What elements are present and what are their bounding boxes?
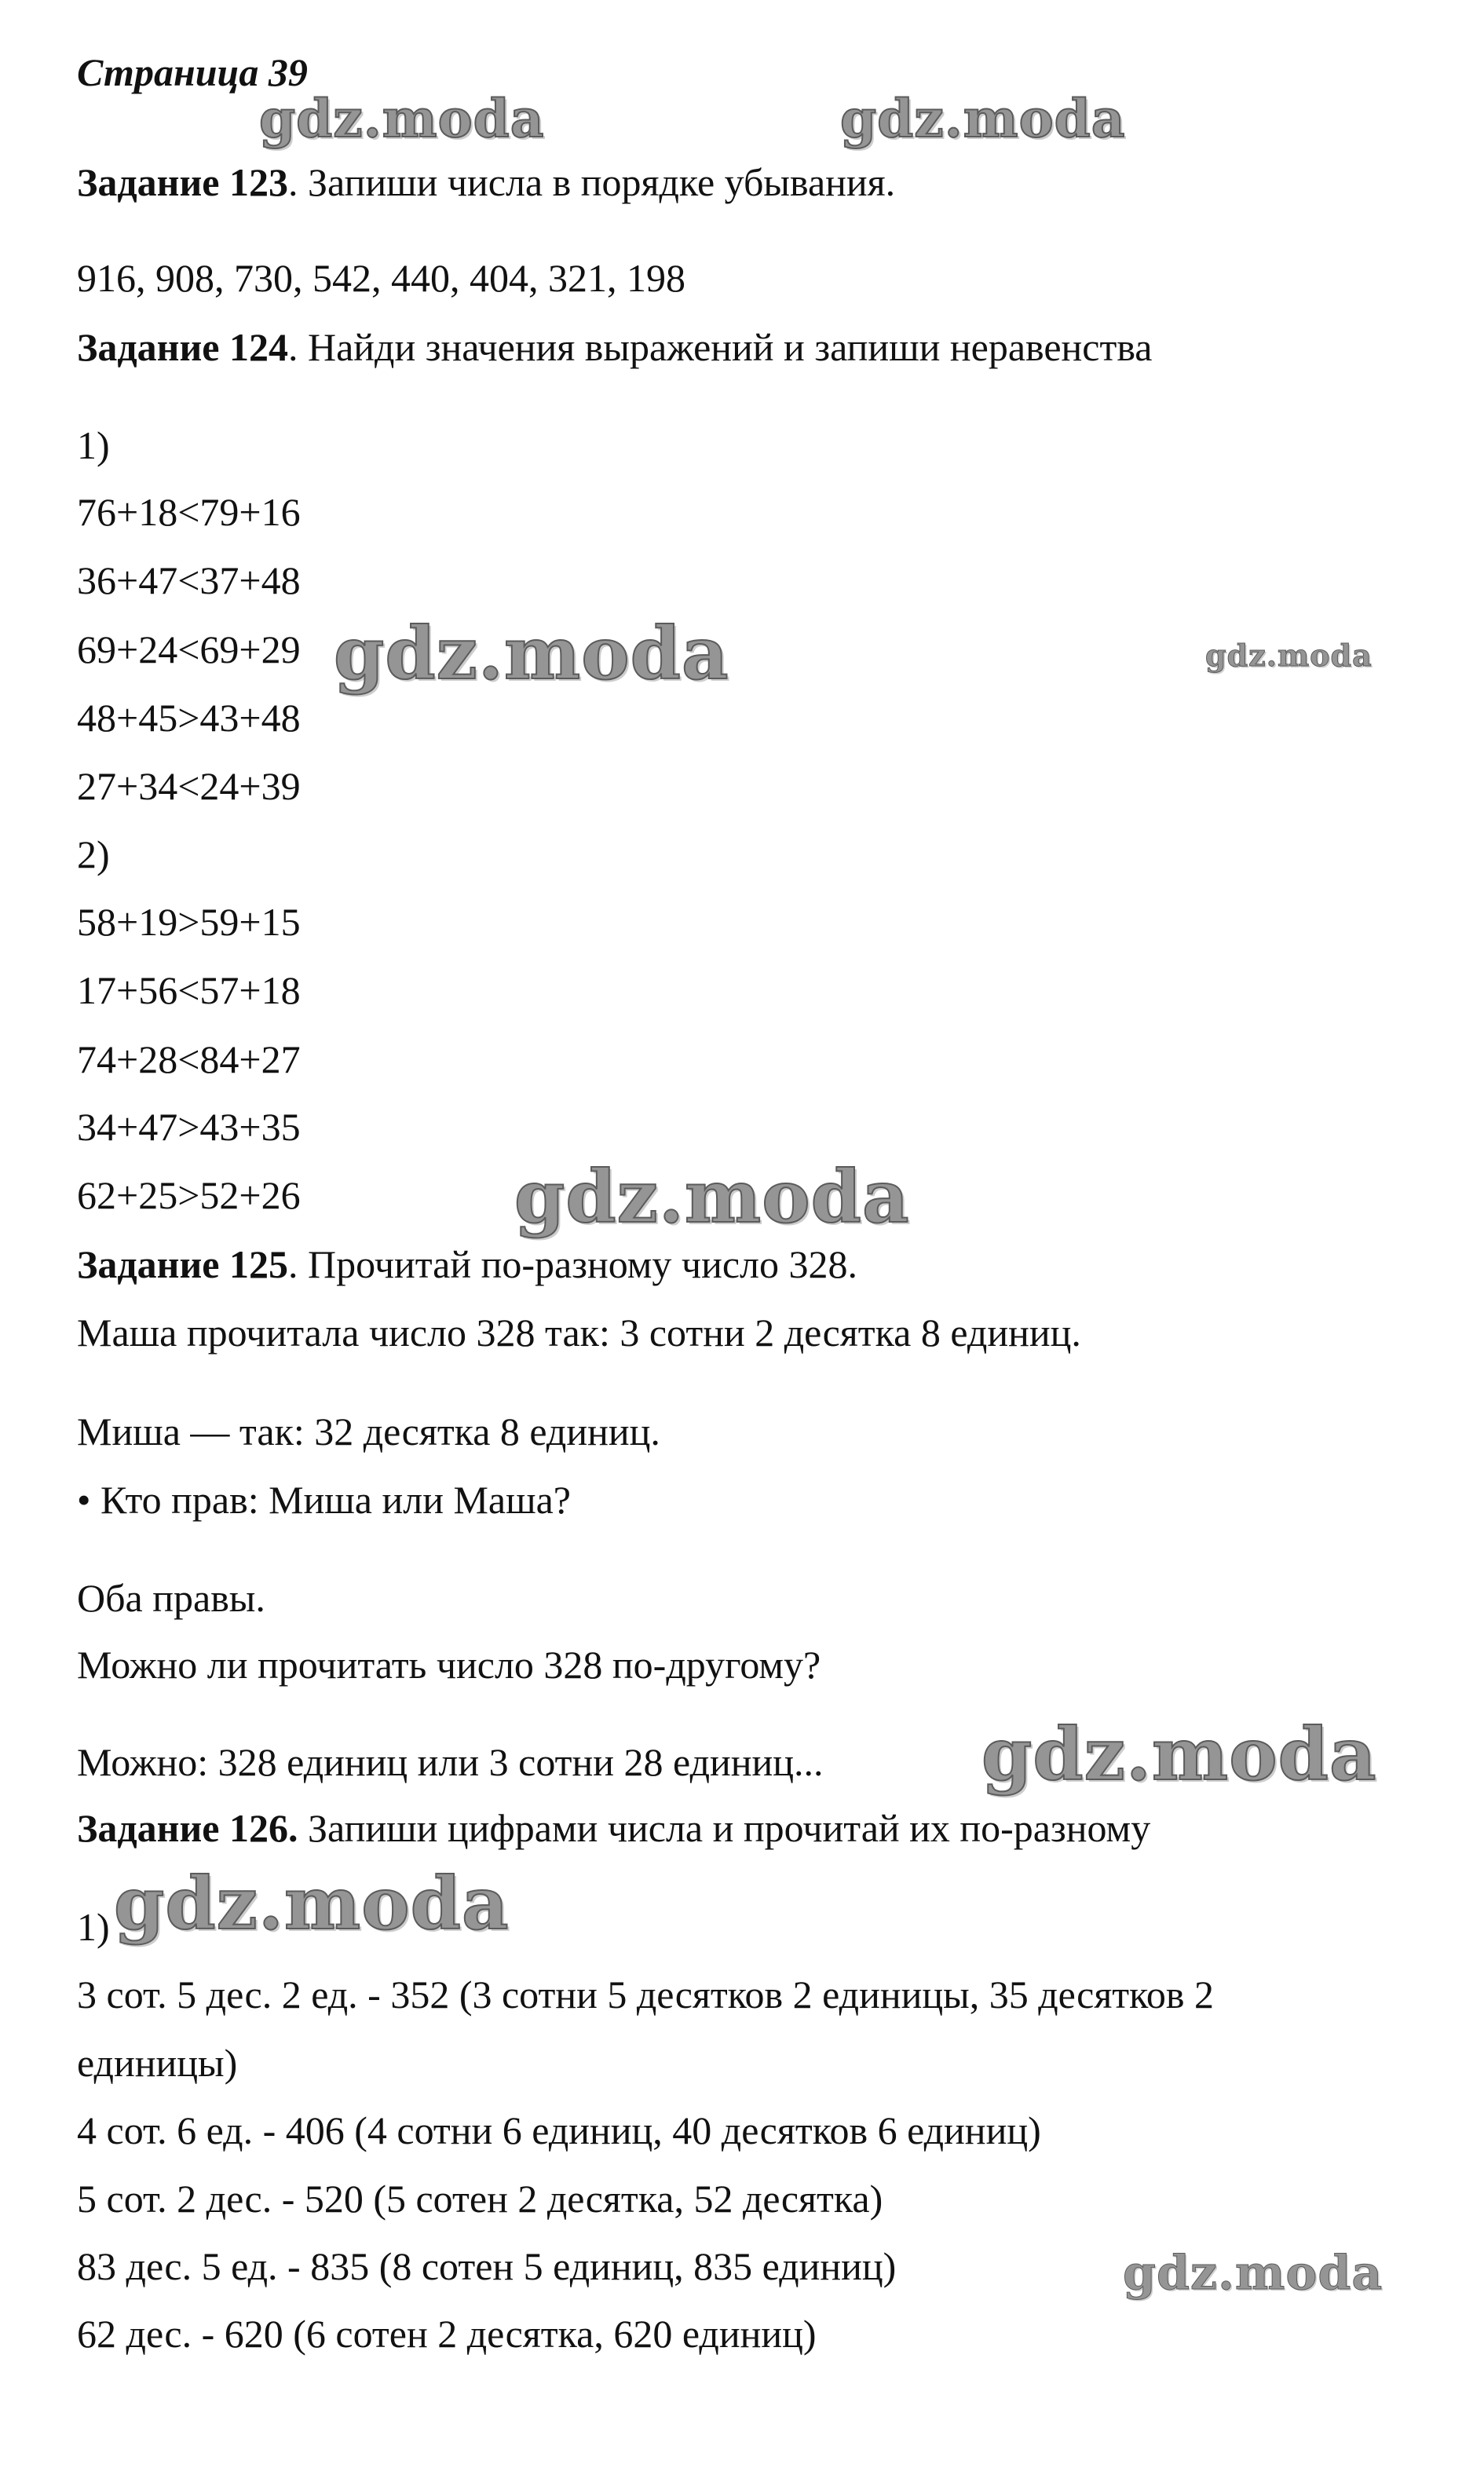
task-123-text: . Запиши числа в порядке убывания.	[288, 160, 896, 204]
page-title: Страница 39	[77, 50, 308, 94]
task-126-line: единицы)	[77, 2041, 238, 2085]
watermark-logo: gdz.moda	[259, 88, 545, 149]
task-126-line: 83 дес. 5 ед. - 835 (8 сотен 5 единиц, 835 единиц)	[77, 2244, 897, 2288]
task-126-label: Задание 126.	[77, 1806, 298, 1850]
inequality-line: 58+19>59+15	[77, 900, 301, 944]
inequality-line: 48+45>43+48	[77, 696, 301, 740]
task-125-line: • Кто прав: Миша или Маша?	[77, 1478, 572, 1522]
inequality-line: 76+18<79+16	[77, 490, 301, 534]
watermark-logo: gdz.moda	[514, 1154, 910, 1239]
inequality-line: 36+47<37+48	[77, 558, 301, 602]
task-124-heading	[77, 324, 1152, 371]
inequality-line: 27+34<24+39	[77, 764, 301, 808]
task-125-text: . Прочитай по-разному число 328.	[288, 1242, 857, 1286]
task-123-heading	[77, 159, 895, 206]
watermark-logo: gdz.moda	[981, 1712, 1377, 1797]
watermark-logo: gdz.moda	[334, 611, 729, 696]
task-124-text: . Найди значения выражений и запиши неравенства	[288, 325, 1153, 369]
task-125-line: Оба правы.	[77, 1576, 265, 1620]
task-125-line: Можно: 328 единиц или 3 сотни 28 единиц...	[77, 1740, 824, 1784]
task-124-label: Задание 124	[77, 325, 288, 369]
watermark-logo: gdz.moda	[840, 88, 1126, 149]
task-126-line: 62 дес. - 620 (6 сотен 2 десятка, 620 единиц)	[77, 2312, 817, 2356]
task-125-label: Задание 125	[77, 1242, 288, 1286]
watermark-logo: gdz.moda	[1205, 638, 1373, 673]
inequality-line: 69+24<69+29	[77, 627, 301, 671]
task-126-part1-label: 1)	[77, 1905, 110, 1949]
task-125-line: Можно ли прочитать число 328 по-другому?	[77, 1643, 821, 1687]
task-123-label: Задание 123	[77, 160, 288, 204]
inequality-line: 17+56<57+18	[77, 968, 301, 1012]
watermark-logo: gdz.moda	[114, 1861, 510, 1946]
inequality-line: 34+47>43+35	[77, 1105, 301, 1149]
task-126-line: 3 сот. 5 дес. 2 ед. - 352 (3 сотни 5 десятков 2 единицы, 35 десятков 2	[77, 1973, 1215, 2016]
task-124-part1-label: 1)	[77, 423, 110, 467]
task-126-text: Запиши цифрами числа и прочитай их по-разному	[298, 1806, 1151, 1850]
task-125-heading	[77, 1241, 857, 1288]
inequality-line: 74+28<84+27	[77, 1037, 301, 1081]
inequality-line: 62+25>52+26	[77, 1173, 301, 1217]
watermark-logo: gdz.moda	[1123, 2246, 1383, 2301]
task-125-line: Миша — так: 32 десятка 8 единиц.	[77, 1410, 660, 1453]
task-126-line: 5 сот. 2 дес. - 520 (5 сотен 2 десятка, 52 десятка)	[77, 2177, 883, 2221]
task-125-line: Маша прочитала число 328 так: 3 сотни 2 десятка 8 единиц.	[77, 1311, 1081, 1355]
task-126-heading	[77, 1804, 1150, 1852]
task-124-part2-label: 2)	[77, 832, 110, 876]
task-123-answer: 916, 908, 730, 542, 440, 404, 321, 198	[77, 256, 685, 300]
task-126-line: 4 сот. 6 ед. - 406 (4 сотни 6 единиц, 40 десятков 6 единиц)	[77, 2108, 1041, 2152]
